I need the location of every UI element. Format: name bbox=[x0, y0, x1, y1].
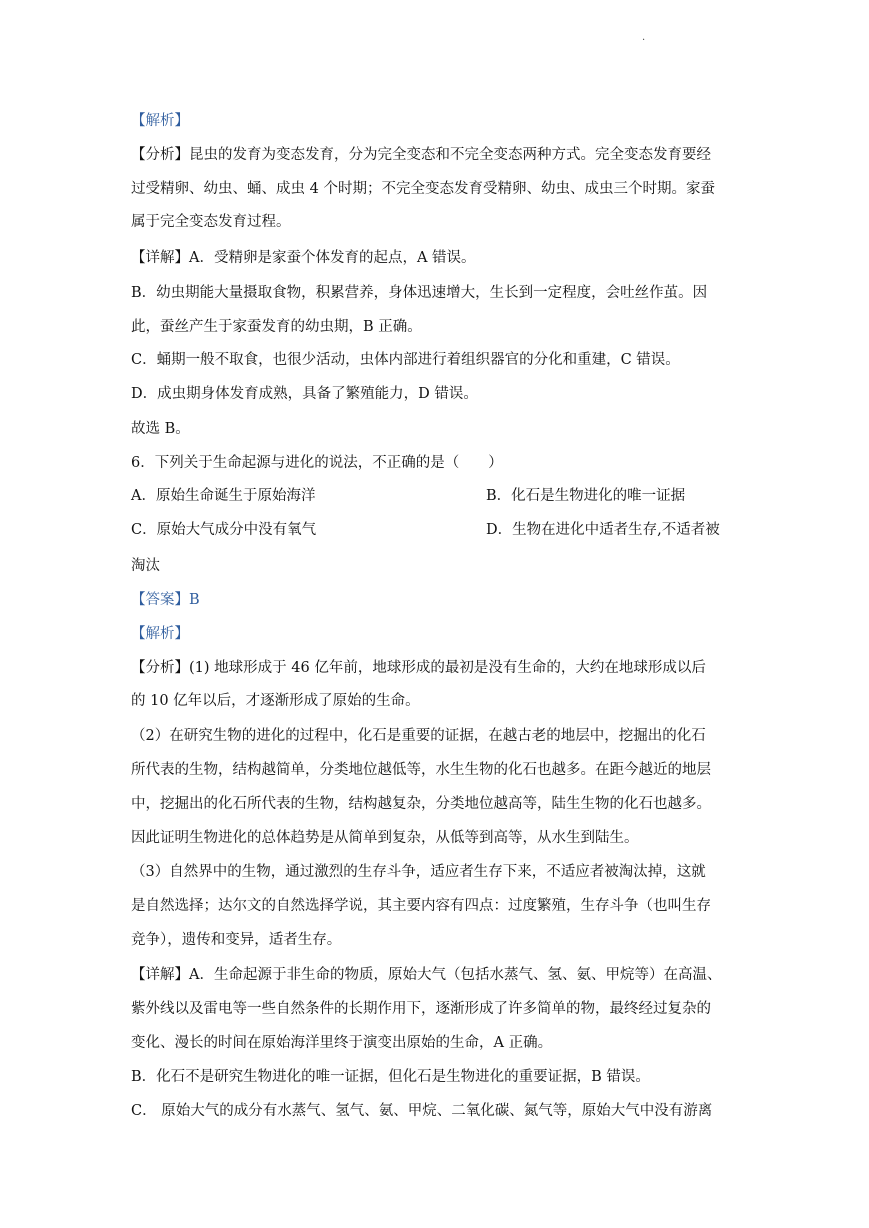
option-b: B．化石是生物进化的唯一证据 bbox=[486, 488, 686, 504]
detail-line: C．蛹期一般不取食，也很少活动，虫体内部进行着组织器官的分化和重建，C 错误。 bbox=[131, 352, 680, 368]
option-c: C．原始大气成分中没有氧气 bbox=[131, 522, 317, 538]
option-a: A．原始生命诞生于原始海洋 bbox=[131, 488, 316, 504]
option-d-continuation: 淘汰 bbox=[131, 558, 160, 574]
analysis-paragraph-line: 是自然选择；达尔文的自然选择学说，其主要内容有四点：过度繁殖，生存斗争（也叫生存 bbox=[131, 898, 711, 914]
answer-line: 【答案】B bbox=[131, 592, 200, 608]
conclusion-line: 故选 B。 bbox=[131, 421, 190, 437]
analysis-heading: 【解析】 bbox=[131, 626, 189, 642]
analysis-paragraph-line: 【分析】(1) 地球形成于 46 亿年前，地球形成的最初是没有生命的，大约在地球形成以后 bbox=[131, 660, 706, 676]
detail-line: D．成虫期身体发育成熟，具备了繁殖能力，D 错误。 bbox=[131, 386, 478, 402]
detail-line: 此，蚕丝产生于家蚕发育的幼虫期，B 正确。 bbox=[131, 319, 422, 335]
detail-line: 【详解】A．生命起源于非生命的物质，原始大气（包括水蒸气、氢、氨、甲烷等）在高温、 bbox=[131, 967, 722, 983]
question-6-stem: 6．下列关于生命起源与进化的说法，不正确的是（ ） bbox=[131, 455, 503, 471]
header-dot: . bbox=[642, 32, 646, 43]
detail-line: 变化、漫长的时间在原始海洋里终于演变出原始的生命，A 正确。 bbox=[131, 1035, 553, 1051]
analysis-paragraph-line: （2）在研究生物的进化的过程中，化石是重要的证据，在越古老的地层中，挖掘出的化石 bbox=[131, 728, 706, 744]
analysis-paragraph-line: 属于完全变态发育过程。 bbox=[131, 214, 291, 230]
detail-line: 【详解】A．受精卵是家蚕个体发育的起点，A 错误。 bbox=[131, 250, 476, 266]
detail-line: B．幼虫期能大量摄取食物，积累营养，身体迅速增大，生长到一定程度，会吐丝作茧。因 bbox=[131, 285, 708, 301]
analysis-paragraph-line: 竞争），遗传和变异，适者生存。 bbox=[131, 932, 342, 948]
analysis-paragraph-line: 的 10 亿年以后，才逐渐形成了原始的生命。 bbox=[131, 693, 420, 709]
option-d: D．生物在进化中适者生存,不适者被 bbox=[486, 522, 720, 538]
analysis-paragraph-line: 过受精卵、幼虫、蛹、成虫 4 个时期；不完全变态发育受精卵、幼虫、成虫三个时期。家蚕 bbox=[131, 181, 715, 197]
detail-line: 紫外线以及雷电等一些自然条件的长期作用下，逐渐形成了许多简单的物，最终经过复杂的 bbox=[131, 1001, 711, 1017]
analysis-heading: 【解析】 bbox=[131, 113, 189, 129]
detail-line: B．化石不是研究生物进化的唯一证据，但化石是生物进化的重要证据，B 错误。 bbox=[131, 1069, 650, 1085]
detail-line: C． 原始大气的成分有水蒸气、氢气、氨、甲烷、二氧化碳、氮气等，原始大气中没有游离 bbox=[131, 1103, 713, 1119]
analysis-paragraph-line: 【分析】昆虫的发育为变态发育，分为完全变态和不完全变态两种方式。完全变态发育要经 bbox=[131, 147, 711, 163]
analysis-paragraph-line: 中，挖掘出的化石所代表的生物，结构越复杂，分类地位越高等，陆生生物的化石也越多。 bbox=[131, 796, 711, 812]
analysis-paragraph-line: 因此证明生物进化的总体趋势是从简单到复杂，从低等到高等，从水生到陆生。 bbox=[131, 830, 639, 846]
analysis-paragraph-line: （3）自然界中的生物，通过激烈的生存斗争，适应者生存下来，不适应者被淘汰掉，这就 bbox=[131, 864, 706, 880]
analysis-paragraph-line: 所代表的生物，结构越简单，分类地位越低等，水生生物的化石也越多。在距今越近的地层 bbox=[131, 762, 711, 778]
